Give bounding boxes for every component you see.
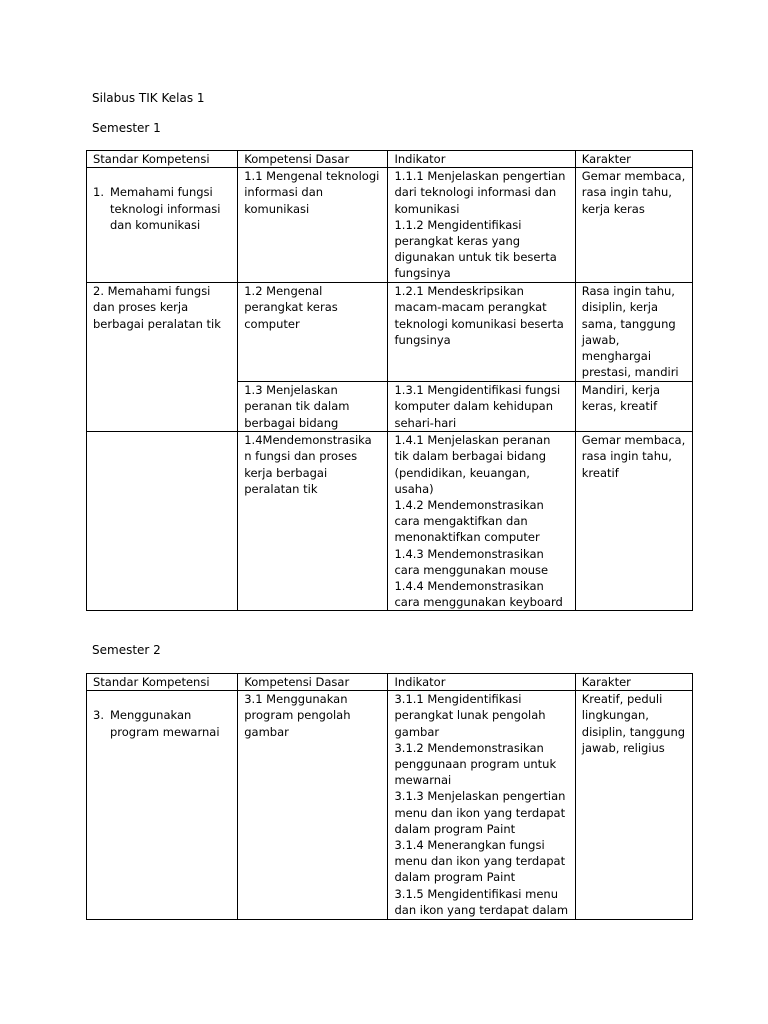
karakter-cell: Mandiri, kerja keras, kreatif [575,382,692,432]
karakter-cell: Kreatif, peduli lingkungan, disiplin, tanggung jawab, religius [575,691,692,920]
list-number: 1. [93,185,104,200]
standar-kompetensi-text: Menggunakan program mewarnai [110,708,220,739]
indikator-cell: 1.1.1 Menjelaskan pengertian dari teknologi informasi dan komunikasi 1.1.2 Mengidentifikasi perangkat keras yang digunakan untuk tik beserta fungsinya [388,168,575,283]
table-row [87,691,693,920]
standar-kompetensi-cell: 2. Memahami fungsi dan proses kerja berbagai peralatan tik [87,283,238,382]
indikator-cell: 3.1.1 Mengidentifikasi perangkat lunak pengolah gambar 3.1.2 Mendemonstrasikan penggunaan program untuk mewarnai 3.1.3 Menjelaskan pengertian menu dan ikon yang terdapat dalam program Paint 3.1.4 Menerangkan fungsi menu dan ikon yang terdapat dalam program Paint 3.1.5 Mengidentifikasi menu dan ikon yang terdapat dalam [388,691,575,920]
standar-kompetensi-cell [87,168,238,283]
header-indikator: Indikator [388,151,575,168]
table-row [87,382,693,432]
indikator-cell: 1.4.1 Menjelaskan peranan tik dalam berbagai bidang (pendidikan, keuangan, usaha) 1.4.2 Mendemonstrasikan cara mengaktifkan dan menonaktifkan computer 1.4.3 Mendemonstrasikan cara menggunakan mouse 1.4.4 Mendemonstrasikan cara menggunakan keyboard [388,432,575,611]
semester-2-heading: Semester 2 [92,643,161,657]
indikator-cell: 1.2.1 Mendeskripsikan macam-macam perangkat teknologi komunikasi beserta fungsinya [388,283,575,382]
kompetensi-dasar-cell: 1.2 Mengenal perangkat keras computer [238,283,388,382]
table-row [87,432,693,611]
header-standar-kompetensi: Standar Kompetensi [87,151,238,168]
table-row [87,283,693,382]
header-kompetensi-dasar: Kompetensi Dasar [238,151,388,168]
list-number: 3. [93,708,104,723]
header-karakter: Karakter [575,674,692,691]
document-title: Silabus TIK Kelas 1 [92,91,205,105]
karakter-cell: Rasa ingin tahu, disiplin, kerja sama, tanggung jawab, menghargai prestasi, mandiri [575,283,692,382]
kompetensi-dasar-cell: 1.4Mendemonstrasika n fungsi dan proses kerja berbagai peralatan tik [238,432,388,611]
header-karakter: Karakter [575,151,692,168]
standar-kompetensi-text: Memahami fungsi teknologi informasi dan komunikasi [110,185,221,232]
kompetensi-dasar-cell: 3.1 Menggunakan program pengolah gambar [238,691,388,920]
standar-kompetensi-cell [87,691,238,920]
table-header-row [87,151,693,168]
table-row [87,168,693,283]
indikator-cell: 1.3.1 Mengidentifikasi fungsi komputer dalam kehidupan sehari-hari [388,382,575,432]
standar-kompetensi-cell-empty [87,432,238,611]
header-kompetensi-dasar: Kompetensi Dasar [238,674,388,691]
karakter-cell: Gemar membaca, rasa ingin tahu, kerja keras [575,168,692,283]
kompetensi-dasar-cell: 1.3 Menjelaskan peranan tik dalam berbagai bidang [238,382,388,432]
header-standar-kompetensi: Standar Kompetensi [87,674,238,691]
karakter-cell: Gemar membaca, rasa ingin tahu, kreatif [575,432,692,611]
table-header-row [87,674,693,691]
semester-2-table [86,673,693,920]
kompetensi-dasar-cell: 1.1 Mengenal teknologi informasi dan komunikasi [238,168,388,283]
semester-1-table [86,150,693,611]
header-indikator: Indikator [388,674,575,691]
semester-1-heading: Semester 1 [92,121,161,135]
standar-kompetensi-cell-empty [87,382,238,432]
